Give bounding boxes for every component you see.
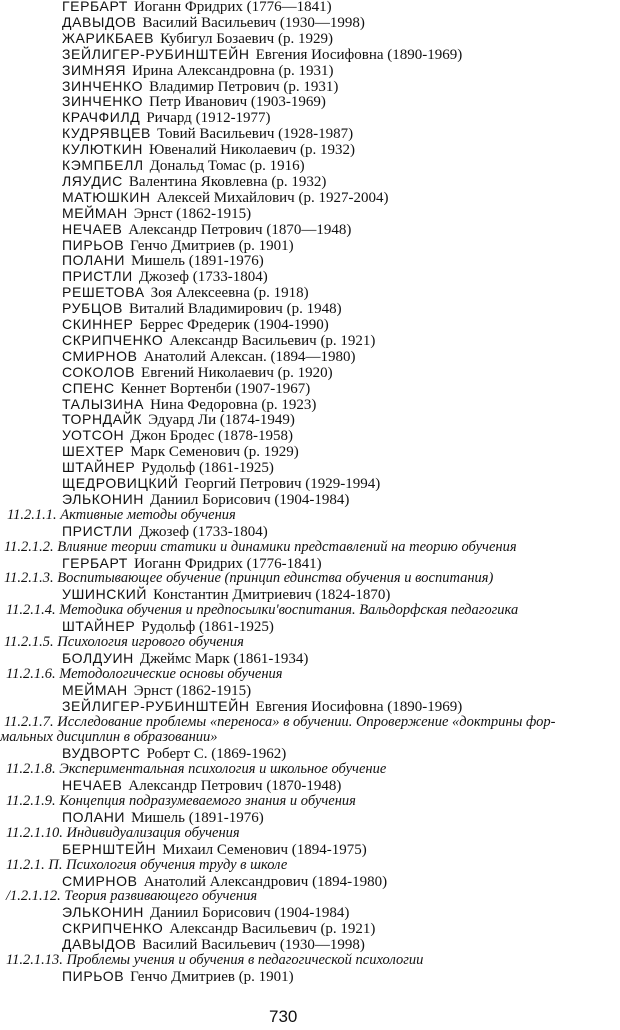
entry-surname: ЛЯУДИС bbox=[62, 172, 123, 189]
section-heading: 11.2.1.13. Проблемы учения и обучения в педагогической психологии bbox=[6, 952, 424, 968]
entry-details: Иоганн Фридрих (1776—1841) bbox=[133, 0, 332, 15]
entry-details: Анатолий Алексан. (1894—1980) bbox=[143, 348, 356, 365]
index-entry bbox=[62, 936, 365, 953]
entry-details: Беррес Фредерик (1904-1990) bbox=[139, 317, 329, 333]
entry-details: Марк Семенович (р. 1929) bbox=[130, 444, 299, 461]
entry-details: Рудольф (1861-1925) bbox=[141, 619, 274, 636]
entry-surname: КЭМПБЕЛЛ bbox=[62, 157, 144, 173]
entry-details: Мишель (1891-1976) bbox=[131, 809, 264, 826]
index-entry bbox=[62, 30, 333, 47]
index-entry bbox=[62, 364, 333, 381]
entry-surname: УШИНСКИЙ bbox=[62, 586, 148, 603]
entry-details: Эрнст (1862-1915) bbox=[133, 682, 252, 699]
section-heading: 11.2.1.1. Активные методы обучения bbox=[7, 506, 236, 523]
section-heading: мальных дисциплин в образовании» bbox=[0, 729, 218, 746]
index-entry bbox=[62, 920, 375, 937]
entry-details: Иоганн Фридрих (1776-1841) bbox=[133, 555, 322, 572]
index-entry bbox=[62, 411, 295, 428]
index-entry bbox=[62, 237, 294, 254]
entry-details: Зоя Алексеевна (р. 1918) bbox=[150, 285, 309, 302]
entry-details: Нина Федоровна (р. 1923) bbox=[150, 396, 317, 413]
index-entry bbox=[62, 396, 316, 413]
index-entry bbox=[62, 221, 351, 238]
entry-surname: СОКОЛОВ bbox=[62, 363, 136, 380]
entry-details: Рудольф (1861-1925) bbox=[141, 460, 274, 477]
entry-details: Петр Иванович (1903-1969) bbox=[149, 94, 326, 111]
entry-surname: СКИННЕР bbox=[62, 316, 134, 332]
entry-details: Эрнст (1862-1915) bbox=[133, 205, 252, 222]
entry-surname: ЗИМНЯЯ bbox=[62, 61, 127, 78]
entry-surname: СПЕНС bbox=[62, 379, 115, 396]
entry-details: Роберт С. (1869-1962) bbox=[146, 746, 287, 763]
entry-details: Михаил Семенович (1894-1975) bbox=[162, 841, 367, 858]
index-entry bbox=[62, 904, 349, 921]
entry-surname: КРАЧФИЛД bbox=[62, 109, 141, 126]
entry-surname: ТОРНДАЙК bbox=[62, 411, 143, 428]
entry-details: Константин Дмитриевич (1824-1870) bbox=[153, 587, 391, 604]
entry-details: Эдуард Ли (1874-1949) bbox=[148, 412, 295, 429]
index-entry bbox=[62, 157, 305, 174]
index-entry bbox=[62, 618, 274, 635]
section-heading: 11.2.1.10. Индивидуализация обучения bbox=[6, 824, 240, 841]
entry-surname: СКРИПЧЕНКО bbox=[62, 920, 164, 937]
entry-details: Ювеналий Николаевич (р. 1932) bbox=[148, 142, 356, 159]
entry-surname: БОЛДУИН bbox=[62, 649, 134, 666]
index-entry bbox=[62, 125, 353, 142]
entry-surname: ШТАЙНЕР bbox=[62, 459, 136, 476]
entry-surname: СМИРНОВ bbox=[62, 347, 138, 364]
index-entry bbox=[62, 0, 332, 15]
entry-surname: РУБЦОВ bbox=[62, 300, 123, 317]
index-entry bbox=[62, 459, 274, 476]
page-number: 730 bbox=[269, 1007, 298, 1026]
index-entry bbox=[62, 650, 308, 667]
entry-surname: ЗИНЧЕНКО bbox=[62, 77, 144, 94]
index-entry bbox=[62, 777, 341, 794]
entry-details: Евгений Николаевич (р. 1920) bbox=[141, 364, 333, 381]
index-entry bbox=[62, 284, 309, 301]
entry-surname: ЗЕЙЛИГЕР-РУБИНШТЕЙН bbox=[62, 697, 250, 714]
index-entry bbox=[62, 968, 294, 985]
entry-surname: ПРИСТЛИ bbox=[62, 268, 133, 285]
entry-details: Василий Васильевич (1930—1998) bbox=[142, 937, 365, 954]
entry-details: Кубигул Бозаевич (р. 1929) bbox=[160, 30, 333, 47]
index-entry bbox=[62, 698, 462, 715]
entry-details: Александр Васильевич (р. 1921) bbox=[169, 332, 376, 349]
entry-details: Виталий Владимирович (р. 1948) bbox=[129, 301, 342, 318]
section-heading: /1.2.1.12. Теория развивающего обучения bbox=[6, 888, 258, 905]
section-heading: 11.2.1.9. Концепция подразумеваемого знания и обучения bbox=[6, 793, 356, 809]
entry-surname: ПРИСТЛИ bbox=[62, 522, 133, 539]
entry-details: Владимир Петрович (р. 1931) bbox=[149, 78, 339, 95]
entry-details: Евгения Иосифовна (1890-1969) bbox=[255, 698, 463, 715]
entry-details: Георгий Петрович (1929-1994) bbox=[184, 476, 381, 492]
entry-surname: МЕЙМАН bbox=[62, 681, 128, 698]
entry-surname: ГЕРБАРТ bbox=[62, 554, 128, 571]
entry-details: Ирина Александровна (р. 1931) bbox=[132, 62, 334, 79]
index-entry bbox=[62, 348, 356, 365]
entry-details: Даниил Борисович (1904-1984) bbox=[149, 905, 350, 922]
index-entry bbox=[62, 873, 387, 890]
index-entry bbox=[62, 523, 268, 540]
entry-surname: КУДРЯВЦЕВ bbox=[62, 125, 151, 142]
entry-surname: ЩЕДРОВИЦКИЙ bbox=[62, 475, 179, 491]
entry-surname: МЕЙМАН bbox=[62, 204, 128, 221]
section-heading: 11.2.1.3. Воспитывающее обучение (принцип единства обучения и воспитания) bbox=[4, 570, 494, 587]
entry-details: Товий Васильевич (1928-1987) bbox=[156, 126, 354, 143]
index-entry bbox=[62, 300, 342, 317]
entry-surname: ЗИНЧЕНКО bbox=[62, 93, 144, 110]
entry-details: Алексей Михайлович (р. 1927-2004) bbox=[156, 189, 389, 206]
section-heading: 11.2.1.2. Влияние теории статики и динамики представлений на теорию обучения bbox=[4, 538, 517, 555]
section-heading: 11.2.1.5. Психология игрового обучения bbox=[4, 634, 244, 650]
entry-details: Джон Бродес (1878-1958) bbox=[130, 428, 294, 445]
index-entry bbox=[62, 427, 293, 444]
entry-surname: КУЛЮТКИН bbox=[62, 141, 143, 158]
entry-details: Генчо Дмитриев (р. 1901) bbox=[130, 968, 294, 985]
entry-surname: ЖАРИКБАЕВ bbox=[62, 29, 155, 46]
entry-surname: БЕРНШТЕЙН bbox=[62, 840, 157, 857]
entry-surname: СМИРНОВ bbox=[62, 872, 138, 889]
section-heading: 11.2.1. П. Психология обучения труду в школе bbox=[6, 856, 288, 873]
index-entry bbox=[62, 809, 264, 826]
entry-surname: НЕЧАЕВ bbox=[62, 220, 123, 237]
entry-surname: МАТЮШКИН bbox=[62, 188, 151, 205]
index-entry bbox=[62, 380, 310, 397]
entry-surname: ПИРЬОВ bbox=[62, 967, 125, 984]
entry-details: Анатолий Александрович (1894-1980) bbox=[143, 873, 388, 890]
entry-details: Евгения Иосифовна (1890-1969) bbox=[255, 46, 463, 63]
index-entry bbox=[62, 555, 322, 572]
index-entry bbox=[62, 189, 388, 206]
entry-details: Джозеф (1733-1804) bbox=[138, 523, 268, 540]
entry-details: Валентина Яковлевна (р. 1932) bbox=[128, 173, 327, 190]
index-entry bbox=[62, 93, 326, 110]
entry-details: Василий Васильевич (1930—1998) bbox=[142, 14, 365, 31]
entry-details: Александр Петрович (1870—1948) bbox=[128, 221, 352, 238]
entry-surname: ВУДВОРТС bbox=[62, 745, 141, 762]
entry-surname: ДАВЫДОВ bbox=[62, 13, 137, 30]
entry-surname: ПОЛАНИ bbox=[62, 252, 126, 269]
entry-details: Кеннет Вортенби (1907-1967) bbox=[120, 380, 311, 397]
entry-surname: ДАВЫДОВ bbox=[62, 936, 137, 953]
index-entry bbox=[62, 586, 390, 603]
index-entry bbox=[62, 332, 375, 349]
entry-details: Генчо Дмитриев (р. 1901) bbox=[130, 237, 294, 254]
entry-surname: ШЕХТЕР bbox=[62, 443, 125, 460]
index-entry bbox=[62, 205, 251, 222]
section-heading: 11.2.1.7. Исследование проблемы «переноса» в обучении. Опровержение «доктрины фор- bbox=[4, 713, 556, 730]
index-entry bbox=[62, 443, 299, 460]
entry-details: Александр Васильевич (р. 1921) bbox=[169, 921, 376, 938]
index-entry bbox=[62, 62, 333, 79]
entry-surname: СКРИПЧЕНКО bbox=[62, 331, 164, 348]
index-entry bbox=[62, 841, 367, 858]
entry-surname: ГЕРБАРТ bbox=[62, 0, 128, 14]
index-entry bbox=[62, 14, 365, 31]
section-heading: 11.2.1.6. Методологические основы обучения bbox=[6, 665, 283, 682]
entry-surname: ТАЛЫЗИНА bbox=[62, 395, 145, 412]
index-entry bbox=[62, 141, 355, 158]
index-entry bbox=[62, 682, 251, 699]
index-entry bbox=[62, 316, 329, 333]
entry-surname: УОТСОН bbox=[62, 427, 125, 444]
index-entry bbox=[62, 173, 326, 190]
entry-details: Даниил Борисович (1904-1984) bbox=[149, 491, 350, 508]
index-entry bbox=[62, 109, 271, 126]
entry-surname: ПИРЬОВ bbox=[62, 236, 125, 253]
entry-details: Джозеф (1733-1804) bbox=[138, 269, 268, 286]
index-entry bbox=[62, 491, 349, 508]
entry-details: Мишель (1891-1976) bbox=[131, 253, 264, 270]
index-entry bbox=[62, 475, 380, 492]
index-entry bbox=[62, 745, 286, 762]
entry-surname: ЗЕЙЛИГЕР-РУБИНШТЕЙН bbox=[62, 45, 250, 62]
index-entry bbox=[62, 268, 268, 285]
section-heading: 11.2.1.8. Экспериментальная психология и школьное обучение bbox=[6, 761, 387, 778]
entry-details: Александр Петрович (1870-1948) bbox=[128, 778, 342, 795]
section-heading: 11.2.1.4. Методика обучения и предпосылки'воспитания. Вальдорфская педагогика bbox=[6, 602, 519, 619]
index-entry bbox=[62, 78, 338, 95]
entry-details: Дональд Томас (р. 1916) bbox=[149, 158, 305, 174]
entry-surname: НЕЧАЕВ bbox=[62, 777, 123, 794]
entry-surname: РЕШЕТОВА bbox=[62, 284, 145, 301]
entry-surname: ШТАЙНЕР bbox=[62, 618, 136, 635]
index-entry bbox=[62, 252, 264, 269]
entry-details: Ричард (1912-1977) bbox=[146, 110, 271, 127]
index-entry bbox=[62, 46, 462, 63]
entry-surname: ПОЛАНИ bbox=[62, 808, 126, 825]
entry-surname: ЭЛЬКОНИН bbox=[62, 904, 144, 921]
entry-surname: ЭЛЬКОНИН bbox=[62, 490, 144, 507]
entry-details: Джеймс Марк (1861-1934) bbox=[139, 650, 309, 667]
